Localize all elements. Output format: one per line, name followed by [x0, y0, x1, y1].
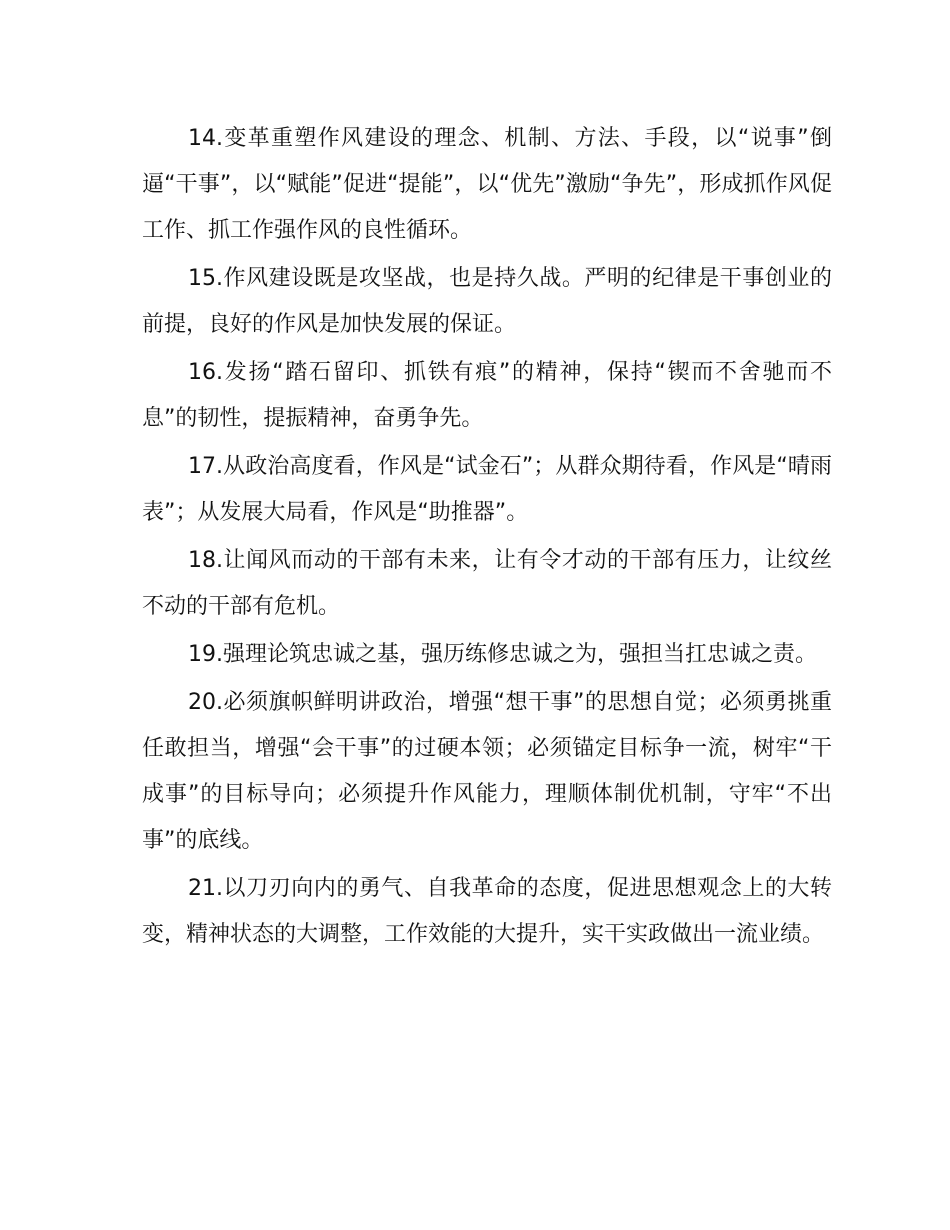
- paragraph-21: 21.以刀刃向内的勇气、自我革命的态度，促进思想观念上的大转变，精神状态的大调整，工作效能的大提升，实干实政做出一流业绩。: [142, 876, 832, 947]
- paragraph-18: 18.让闻风而动的干部有未来，让有令才动的干部有压力，让纹丝不动的干部有危机。: [142, 548, 832, 619]
- paragraph-16: 16.发扬“踏石留印、抓铁有痕”的精神，保持“锲而不舍驰而不息”的韧性，提振精神，奋勇争先。: [142, 360, 832, 431]
- paragraph-15: 15.作风建设既是攻坚战，也是持久战。严明的纪律是干事创业的前提，良好的作风是加快发展的保证。: [142, 266, 832, 337]
- document-page: [142, 116, 832, 960]
- paragraph-17: 17.从政治高度看，作风是“试金石”；从群众期待看，作风是“晴雨表”；从发展大局看，作风是“助推器”。: [142, 454, 832, 525]
- paragraph-20: 20.必须旗帜鲜明讲政治，增强“想干事”的思想自觉；必须勇挑重任敢担当，增强“会干事”的过硬本领；必须锚定目标争一流，树牢“干成事”的目标导向；必须提升作风能力，理顺体制优机制，守牢“不出事”的底线。: [142, 690, 832, 853]
- paragraph-19: 19.强理论筑忠诚之基，强历练修忠诚之为，强担当扛忠诚之责。: [188, 642, 817, 667]
- paragraph-14: 14.变革重塑作风建设的理念、机制、方法、手段，以“说事”倒逼“干事”，以“赋能”促进“提能”，以“优先”激励“争先”，形成抓作风促工作、抓工作强作风的良性循环。: [142, 126, 832, 243]
